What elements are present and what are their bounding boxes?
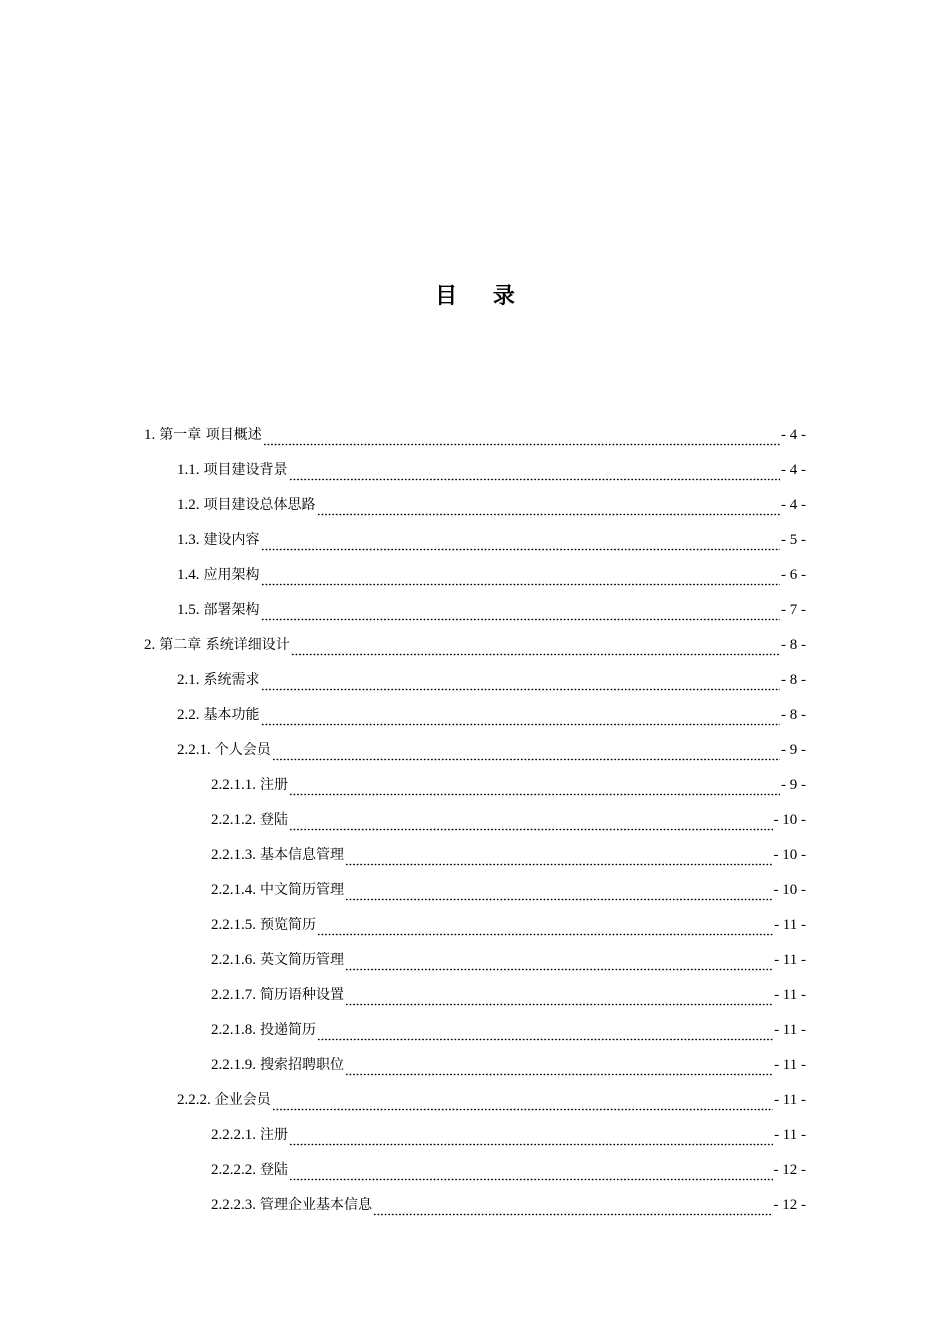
toc-entry-number: 2.2. [177,707,200,723]
toc-dot-leader [261,537,781,551]
toc-entry-page-number: - 10 - [773,812,806,828]
toc-entry-number: 1. [144,427,156,443]
toc-entry[interactable] [0,1188,806,1223]
toc-entry-title: 注册 [260,777,288,793]
toc-entry-title: 简历语种设置 [260,987,344,1003]
toc-dot-leader [345,1062,773,1076]
toc-entry-number: 1.3. [177,532,200,548]
toc-dot-leader [373,1202,773,1216]
toc-entry-page-number: - 11 - [774,1127,806,1143]
toc-entry-page-number: - 11 - [774,952,806,968]
toc-dot-leader [345,887,773,901]
toc-entry-title: 企业会员 [214,1092,271,1108]
toc-entry-title: 第二章 系统详细设计 [159,637,290,653]
toc-entry-page-number: - 11 - [774,987,806,1003]
toc-entry[interactable] [0,663,806,698]
toc-dot-leader [345,852,773,866]
toc-entry[interactable] [0,523,806,558]
toc-entry-page-number: - 4 - [781,497,806,513]
toc-entry[interactable] [0,628,806,663]
toc-entry-number: 2.2.2.3. [211,1197,256,1213]
toc-dot-leader [261,607,781,621]
toc-entry-title: 预览简历 [260,917,316,933]
toc-entry-page-number: - 11 - [774,917,806,933]
toc-entry-title: 登陆 [260,1162,288,1178]
toc-entry-page-number: - 11 - [774,1092,806,1108]
toc-entry-number: 2.2.1.8. [211,1022,256,1038]
toc-entry-title: 部署架构 [203,602,260,618]
toc-dot-leader [317,1027,773,1041]
toc-entry-number: 2.2.1.5. [211,917,256,933]
toc-entry[interactable] [0,453,806,488]
toc-entry[interactable] [0,943,806,978]
toc-title: 目 录 [435,284,529,309]
toc-entry-number: 2.2.2.1. [211,1127,256,1143]
toc-entry-number: 2.2.1.4. [211,882,256,898]
toc-entry-title: 系统需求 [203,672,260,688]
toc-entry[interactable] [0,733,806,768]
toc-entry-number: 2.2.1.6. [211,952,256,968]
toc-entry-number: 2.2.1. [177,742,211,758]
toc-entry-number: 2.2.1.2. [211,812,256,828]
toc-entry-title: 管理企业基本信息 [260,1197,372,1213]
toc-entry[interactable] [0,593,806,628]
toc-entry[interactable] [0,1013,806,1048]
toc-entry-title: 搜索招聘职位 [260,1057,344,1073]
toc-dot-leader [261,677,781,691]
toc-entry-page-number: - 4 - [781,427,806,443]
toc-dot-leader [289,817,773,831]
toc-dot-leader [289,467,781,481]
toc-entry-page-number: - 11 - [774,1057,806,1073]
toc-dot-leader [317,502,781,516]
toc-entry[interactable] [0,558,806,593]
toc-entry[interactable] [0,488,806,523]
toc-entry-page-number: - 9 - [781,742,806,758]
toc-entry-number: 2.2.1.7. [211,987,256,1003]
toc-dot-leader [263,432,780,446]
toc-dot-leader [261,712,781,726]
toc-entry-page-number: - 10 - [773,847,806,863]
toc-dot-leader [272,747,780,761]
toc-entry-number: 1.2. [177,497,200,513]
toc-entry-number: 2.2.1.3. [211,847,256,863]
toc-entry-page-number: - 11 - [774,1022,806,1038]
toc-entry-page-number: - 8 - [781,672,806,688]
toc-entry[interactable] [0,1153,806,1188]
toc-entry-page-number: - 6 - [781,567,806,583]
toc-entry-title: 个人会员 [214,742,271,758]
toc-entry[interactable] [0,908,806,943]
toc-entry-number: 1.4. [177,567,200,583]
toc-entry-number: 2.2.1.1. [211,777,256,793]
toc-entry[interactable] [0,1118,806,1153]
toc-entry[interactable] [0,838,806,873]
toc-entry[interactable] [0,978,806,1013]
toc-entry-number: 2.1. [177,672,200,688]
toc-entry-page-number: - 10 - [773,882,806,898]
toc-entry-title: 第一章 项目概述 [159,427,262,443]
toc-entry[interactable] [0,768,806,803]
toc-entry-title: 基本功能 [203,707,260,723]
toc-dot-leader [272,1097,773,1111]
toc-dot-leader [291,642,780,656]
toc-dot-leader [345,957,773,971]
toc-entry[interactable] [0,698,806,733]
toc-entry-page-number: - 5 - [781,532,806,548]
toc-entry-title: 基本信息管理 [260,847,344,863]
toc-entry[interactable] [0,1083,806,1118]
toc-entry-title: 中文简历管理 [260,882,344,898]
toc-entry-number: 2.2.1.9. [211,1057,256,1073]
toc-dot-leader [289,1167,773,1181]
toc-entry-title: 登陆 [260,812,288,828]
toc-entry[interactable] [0,418,806,453]
toc-entry-title: 投递简历 [260,1022,316,1038]
toc-entry-page-number: - 8 - [781,707,806,723]
toc-entry-number: 2.2.2.2. [211,1162,256,1178]
toc-entry-title: 建设内容 [203,532,260,548]
toc-entry-page-number: - 7 - [781,602,806,618]
toc-dot-leader [261,572,781,586]
toc-entry-page-number: - 9 - [781,777,806,793]
toc-entry-number: 2. [144,637,156,653]
toc-entry-page-number: - 4 - [781,462,806,478]
toc-entry-title: 注册 [260,1127,288,1143]
toc-entry-page-number: - 12 - [773,1197,806,1213]
toc-entry-number: 1.1. [177,462,200,478]
toc-entry-number: 1.5. [177,602,200,618]
toc-entry-number: 2.2.2. [177,1092,211,1108]
toc-entry-title: 项目建设背景 [203,462,288,478]
toc-entry-title: 项目建设总体思路 [203,497,316,513]
toc-entry[interactable] [0,803,806,838]
toc-entry-title: 应用架构 [203,567,260,583]
toc-entry[interactable] [0,873,806,908]
toc-dot-leader [317,922,773,936]
toc-entry-title: 英文简历管理 [260,952,344,968]
toc-entry-page-number: - 8 - [781,637,806,653]
toc-dot-leader [345,992,773,1006]
toc-entry[interactable] [0,1048,806,1083]
toc-entry-page-number: - 12 - [773,1162,806,1178]
toc-dot-leader [289,1132,773,1146]
toc-dot-leader [289,782,780,796]
